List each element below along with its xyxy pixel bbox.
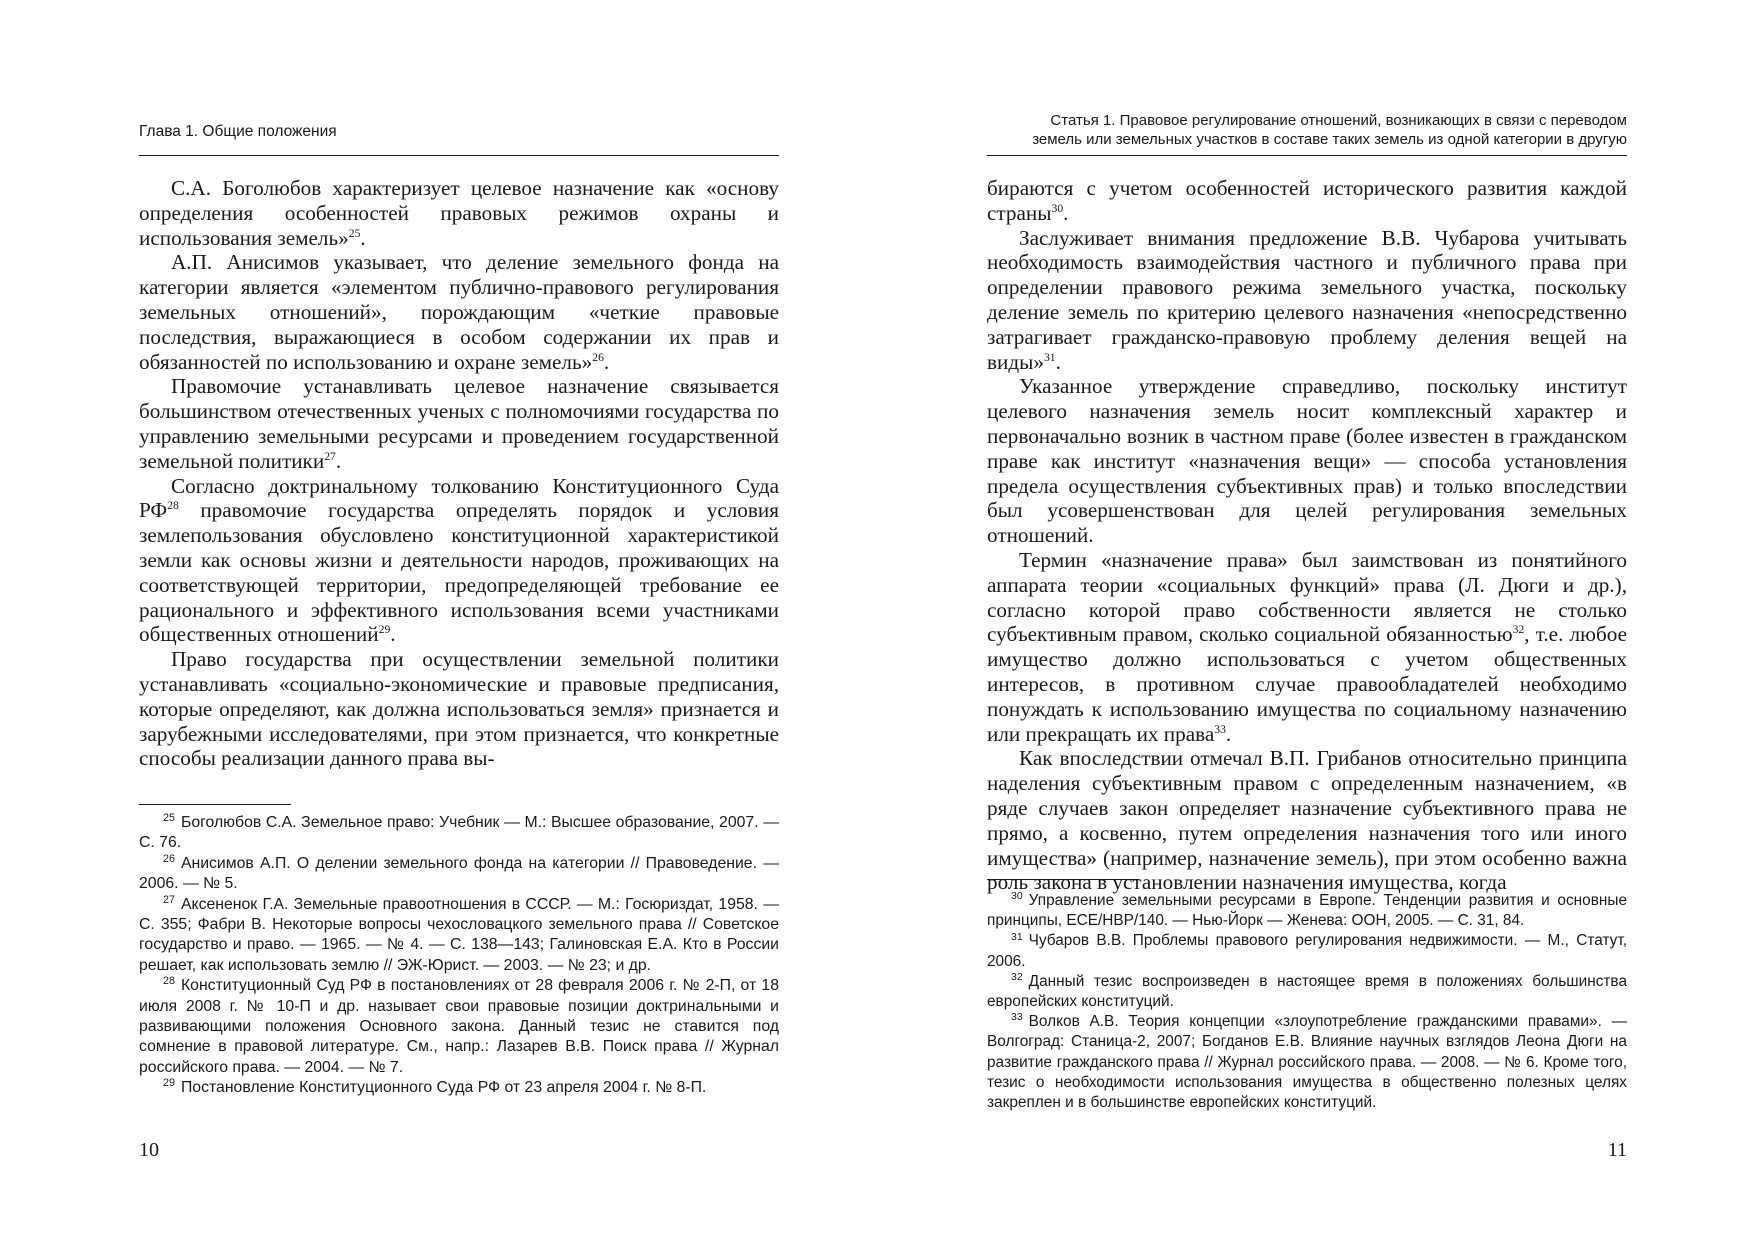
body-text: [987, 176, 1627, 895]
header-rule: [987, 155, 1627, 156]
running-head-line: Статья 1. Правовое регулирование отношений, возникающих в связи с переводом: [1050, 112, 1627, 129]
body-text: [139, 176, 779, 771]
paragraph: Заслуживает внимания предложение В.В. Чубарова учитывать необходимость взаимодействия частного и публичного права при определении правового режима земельного участка, поскольку деление земель по критерию целевого назначения «непосредственно затрагивает гражданско-правовую проблему деления вещей на виды»$^{31}$.: [987, 225, 1627, 374]
footnote-ref: 30: [1051, 201, 1064, 215]
running-head: [987, 112, 1627, 149]
paragraph: С.А. Боголюбов характеризует целевое назначение как «основу определения особенностей правовых режимов охраны и использования земель»$^{25}$.: [139, 176, 779, 250]
page-number: 11: [1607, 1139, 1627, 1161]
running-head: Глава 1. Общие положения: [139, 123, 337, 140]
footnote-ref: 28: [167, 499, 179, 513]
footnote-separator: [139, 804, 291, 805]
footnote-ref: 27: [324, 449, 336, 463]
footnote: $^{28}$ Конституционный Суд РФ в постановлениях от 28 февраля 2006 г. № 2-П, от 18 июля 2008 г. № 10-П и др. называет свои правовые позиции доктринальными и развивающими положения Основного закона. Данный тезис не ставится под сомнение в правовой литературе. См., напр.: Лазарев В.В. Поиск права // Журнал российского права. — 2004. — № 7.: [139, 975, 779, 1076]
footnote: $^{33}$ Волков А.В. Теория концепции «злоупотребление гражданскими правами». — Волгоград: Станица-2, 2007; Богданов Е.В. Влияние научных взглядов Леона Дюги на развитие гражданского права // Журнал российского права. — 2008. — № 6. Кроме того, тезис о необходимости использования имущества в общественно полезных целях закреплен и в большинстве европейских конституций.: [987, 1012, 1627, 1112]
paragraph: Как впоследствии отмечал В.П. Грибанов относительно принципа наделения субъективным правом с определенным назначением, «в ряде случаев закон определяет назначение субъективного права не прямо, а косвенно, путем определения назначения того или иного имущества» (например, назначение земель), при этом особенно важна роль закона в установлении назначения имущества, когда: [987, 746, 1627, 895]
footnote-ref: 29: [378, 623, 391, 637]
header-rule: [139, 155, 779, 156]
footnote: $^{32}$ Данный тезис воспроизведен в настоящее время в положениях большинства европейских конституций.: [987, 972, 1627, 1011]
footnotes: [987, 891, 1627, 1113]
paragraph: Указанное утверждение справедливо, поскольку институт целевого назначения земель носит комплексный характер и первоначально возник в частном праве (более известен в гражданском праве как институт «назначения вещи» — способа установления предела осуществления субъективных прав) и только впоследствии был усовершенствован для целей регулирования земельных отношений.: [987, 374, 1627, 548]
footnotes: [139, 813, 779, 1099]
footnote-ref: 25: [348, 226, 361, 240]
footnote-separator: [987, 879, 1139, 880]
footnote: $^{26}$ Анисимов А.П. О делении земельного фонда на категории // Правоведение. — 2006. — № 5.: [139, 852, 779, 893]
footnote-ref: 33: [1214, 722, 1226, 736]
page-number: 10: [139, 1139, 159, 1161]
paragraph: А.П. Анисимов указывает, что деление земельного фонда на категории является «элементом публично-правового регулирования земельных отношений», порождающим «четкие правовые последствия, выражающиеся в особом содержании их прав и обязанностей по использованию и охране земель»$^{26}$.: [139, 250, 779, 374]
paragraph: Право государства при осуществлении земельной политики устанавливать «социально-экономические и правовые предписания, которые определяют, как должна использоваться земля» признается и зарубежными исследователями, при этом признается, что конкретные способы реализации данного права вы-: [139, 647, 779, 771]
running-head-line: земель или земельных участков в составе таких земель из одной категории в другую: [1032, 130, 1627, 148]
footnote: $^{31}$ Чубаров В.В. Проблемы правового регулирования недвижимости. — М., Статут, 2006.: [987, 931, 1627, 970]
footnote-ref: 31: [1043, 350, 1056, 364]
footnote: $^{25}$ Боголюбов С.А. Земельное право: Учебник — М.: Высшее образование, 2007. — С. 76.: [139, 812, 779, 852]
footnote: $^{30}$ Управление земельными ресурсами в Европе. Тенденции развития и основные принципы, ECE/HBP/140. — Нью-Йорк — Женева: ООН, 2005. — С. 31, 84.: [987, 891, 1627, 930]
paragraph: бираются с учетом особенностей исторического развития каждой страны$^{30}$.: [987, 176, 1627, 225]
footnote: $^{27}$ Аксененок Г.А. Земельные правоотношения в СССР. — М.: Госюриздат, 1958. — С. 355; Фабри В. Некоторые вопросы чехословацкого земельного права // Советское государство и право. — 1965. — № 4. — С. 138—143; Галиновская Е.А. Кто в России решает, как использовать землю // ЭЖ-Юрист. — 2003. — № 23; и др.: [139, 893, 779, 974]
paragraph: Согласно доктринальному толкованию Конституционного Суда РФ$^{28}$ правомочие государства определять порядок и условия землепользования обусловлено конституционной характеристикой земли как основы жизни и деятельности народов, проживающих на соответствующей территории, предопределяющей требование ее рационального и эффективного использования всеми участниками общественных отношений$^{29}$.: [139, 473, 779, 647]
footnote: $^{29}$ Постановление Конституционного Суда РФ от 23 апреля 2004 г. № 8-П.: [163, 1077, 707, 1097]
paragraph: Термин «назначение права» был заимствован из понятийного аппарата теории «социальных функций» права (Л. Дюги и др.), согласно которой право собственности является не столько субъективным правом, сколько социальной обязанностью$^{32}$, т.е. любое имущество должно использоваться с учетом общественных интересов, в противном случае правообладателей необходимо понуждать к использованию имущества по социальному назначению или прекращать их права$^{33}$.: [987, 547, 1627, 746]
footnote-ref: 32: [1512, 623, 1525, 637]
paragraph: Правомочие устанавливать целевое назначение связывается большинством отечественных ученых с полномочиями государства по управлению земельными ресурсами и проведением государственной земельной политики$^{27}$.: [139, 374, 779, 473]
footnote-ref: 26: [592, 350, 604, 364]
